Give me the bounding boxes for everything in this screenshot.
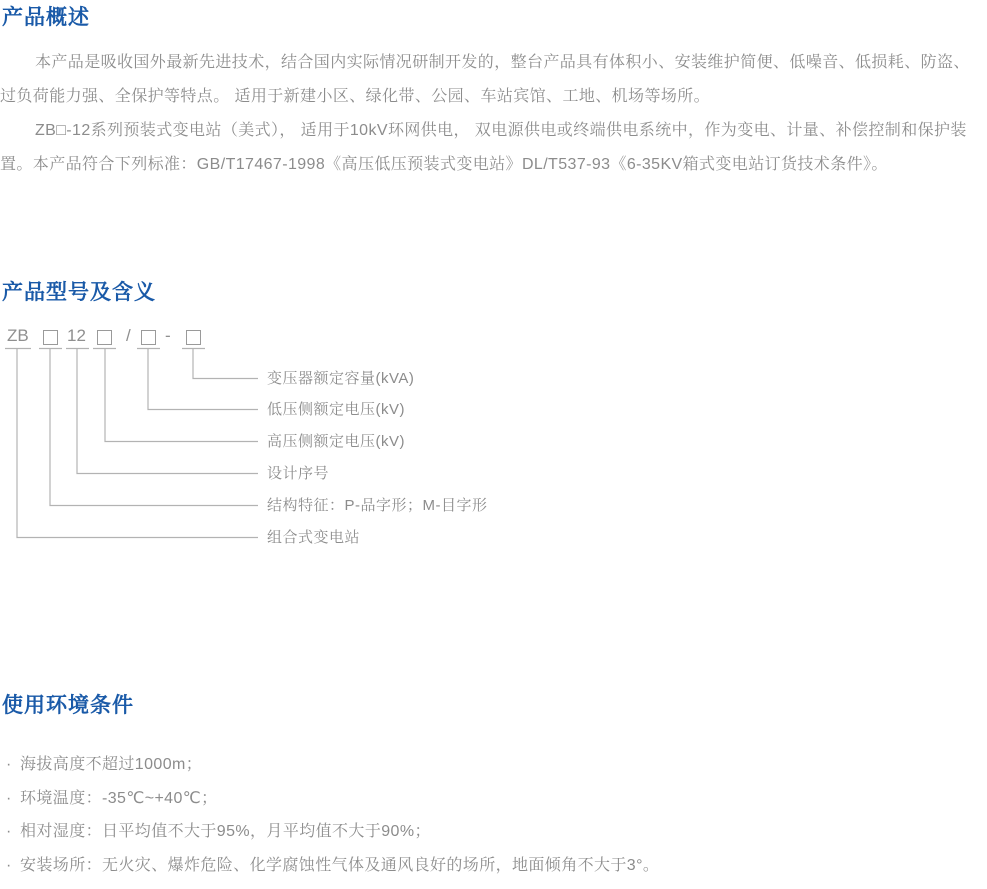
list-item: [6, 789, 976, 809]
placeholder-box-icon: [43, 330, 58, 345]
model-prefix: ZB: [7, 326, 29, 345]
bullet-dot-icon: ·: [6, 823, 12, 840]
list-item: [6, 755, 976, 775]
diagram-label-transformer-capacity: 变压器额定容量(kVA): [267, 370, 415, 387]
model-section-title: 产品型号及含义: [2, 281, 156, 304]
paragraph-line: 本产品是吸收国外最新先进技术，结合国内实际情况研制开发的，整台产品具有体积小、安装维护简便、低噪音、低损耗、防盗、: [35, 54, 970, 71]
list-item: [6, 822, 976, 842]
paragraph-line: ZB□-12系列预装式变电站（美式）， 适用于10kV环网供电， 双电源供电或终端供电系统中，作为变电、计量、补偿控制和保护装: [35, 122, 967, 139]
diagram-label-design-serial: 设计序号: [267, 465, 330, 482]
list-item: [6, 856, 976, 876]
diagram-label-lv-rated-voltage: 低压侧额定电压(kV): [267, 401, 405, 418]
bullet-dot-icon: ·: [6, 756, 12, 773]
bullet-dot-icon: ·: [6, 856, 12, 874]
overview-paragraph-1: [0, 46, 987, 114]
bullet-dot-icon: ·: [6, 789, 12, 807]
model-designation-diagram: [0, 325, 620, 560]
list-item-text: 相对湿度：日平均值不大于95%，月平均值不大于90%；: [20, 823, 431, 840]
model-series-number: 12: [67, 326, 86, 345]
placeholder-box-icon: [141, 330, 156, 345]
overview-section-title: 产品概述: [2, 6, 90, 29]
placeholder-box-icon: [186, 330, 201, 345]
paragraph-line: 过负荷能力强、全保护等特点。 适用于新建小区、绿化带、公园、车站宾馆、工地、机场等场所。: [0, 88, 711, 105]
list-item-text: 海拔高度不超过1000m；: [20, 756, 203, 773]
diagram-label-structure-feature: 结构特征：P-品字形；M-目字形: [267, 497, 488, 514]
model-slash: /: [126, 326, 131, 345]
environment-conditions-list: [6, 755, 976, 889]
overview-paragraph-2: [0, 114, 987, 182]
diagram-label-hv-rated-voltage: 高压侧额定电压(kV): [267, 433, 405, 450]
diagram-label-combined-substation: 组合式变电站: [267, 529, 361, 546]
placeholder-box-icon: [97, 330, 112, 345]
list-item-text: 环境温度：-35℃~+40℃；: [20, 789, 218, 807]
environment-section-title: 使用环境条件: [2, 694, 134, 717]
list-item-text: 安装场所：无火灾、爆炸危险、化学腐蚀性气体及通风良好的场所，地面倾角不大于3°。: [20, 856, 660, 874]
paragraph-line: 置。本产品符合下列标准：GB/T17467-1998《高压低压预装式变电站》DL/T537-93《6-35KV箱式变电站订货技术条件》。: [0, 156, 888, 173]
model-dash: -: [165, 326, 171, 345]
